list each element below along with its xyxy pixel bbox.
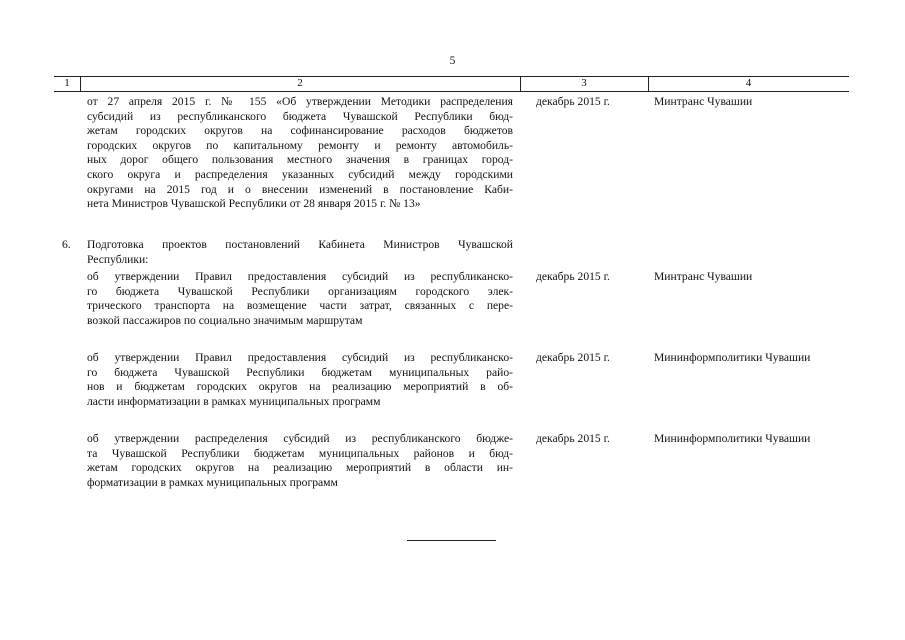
text-line: об утверждении Правил предоставления субсидий из республиканско- [87,270,513,283]
text-line: Республики: [87,252,149,266]
text-line: го бюджета Чувашской Республики бюджетам муниципальных райо- [87,365,513,379]
item-number: 6. [62,238,71,251]
text-line: ского округа и распределения указанных субсидий между городскими [87,167,513,181]
text-line: жетам городских округов на софинансирование расходов бюджетов [87,124,513,138]
text-line: нов и бюджетам городских округов на реализацию мероприятий в об- [87,380,513,394]
text-line: Подготовка проектов постановлений Кабинета Министров Чувашской [87,238,513,251]
header-col-3: 3 [581,77,587,89]
task-description [87,351,513,409]
header-col-4: 4 [745,77,752,89]
executor: Мининформполитики Чувашии [654,351,811,364]
text-line: об утверждении распределения субсидий из республиканского бюдже- [87,432,513,445]
text-line: ных дорог общего пользования местного значения в границах город- [87,153,513,167]
executor: Минтранс Чувашии [654,95,753,108]
text-line: возкой пассажиров по социально значимым маршрутам [87,313,363,327]
task-description [87,270,513,328]
text-line: об утверждении Правил предоставления субсидий из республиканско- [87,351,513,364]
item-intro [87,238,513,267]
text-line: от 27 апреля 2015 г. № 155 «Об утверждении Методики распределения [87,95,513,108]
text-line: нета Министров Чувашской Республики от 28 января 2015 г. № 13» [87,197,421,211]
footer-rule [407,540,496,541]
executor: Минтранс Чувашии [654,270,753,283]
executor: Мининформполитики Чувашии [654,432,811,445]
text-line: та Чувашской Республики бюджетам муниципальных районов и бюд- [87,446,513,460]
header-col-2: 2 [297,77,303,89]
deadline: декабрь 2015 г. [536,351,610,364]
text-line: жетам городских округов на реализацию мероприятий в области ин- [87,461,513,475]
text-line: ласти информатизации в рамках муниципальных программ [87,394,381,408]
deadline: декабрь 2015 г. [536,270,610,283]
text-line: городских округов по капитальному ремонту и ремонту автомобиль- [87,138,513,152]
header-bottom-rule [54,91,849,92]
text-line: субсидий из республиканского бюджета Чувашской Республики бюд- [87,109,513,123]
page-number: 5 [449,55,456,67]
task-description [87,95,513,212]
text-line: округами на 2015 год и о внесении изменений в постановление Каби- [87,182,513,196]
task-description [87,432,513,490]
deadline: декабрь 2015 г. [536,432,610,445]
deadline: декабрь 2015 г. [536,95,610,108]
text-line: форматизации в рамках муниципальных программ [87,475,338,489]
header-col-1: 1 [64,77,70,89]
text-line: го бюджета Чувашской Республики организациям городского элек- [87,284,513,298]
text-line: трического транспорта на возмещение части затрат, связанных с пере- [87,299,513,313]
